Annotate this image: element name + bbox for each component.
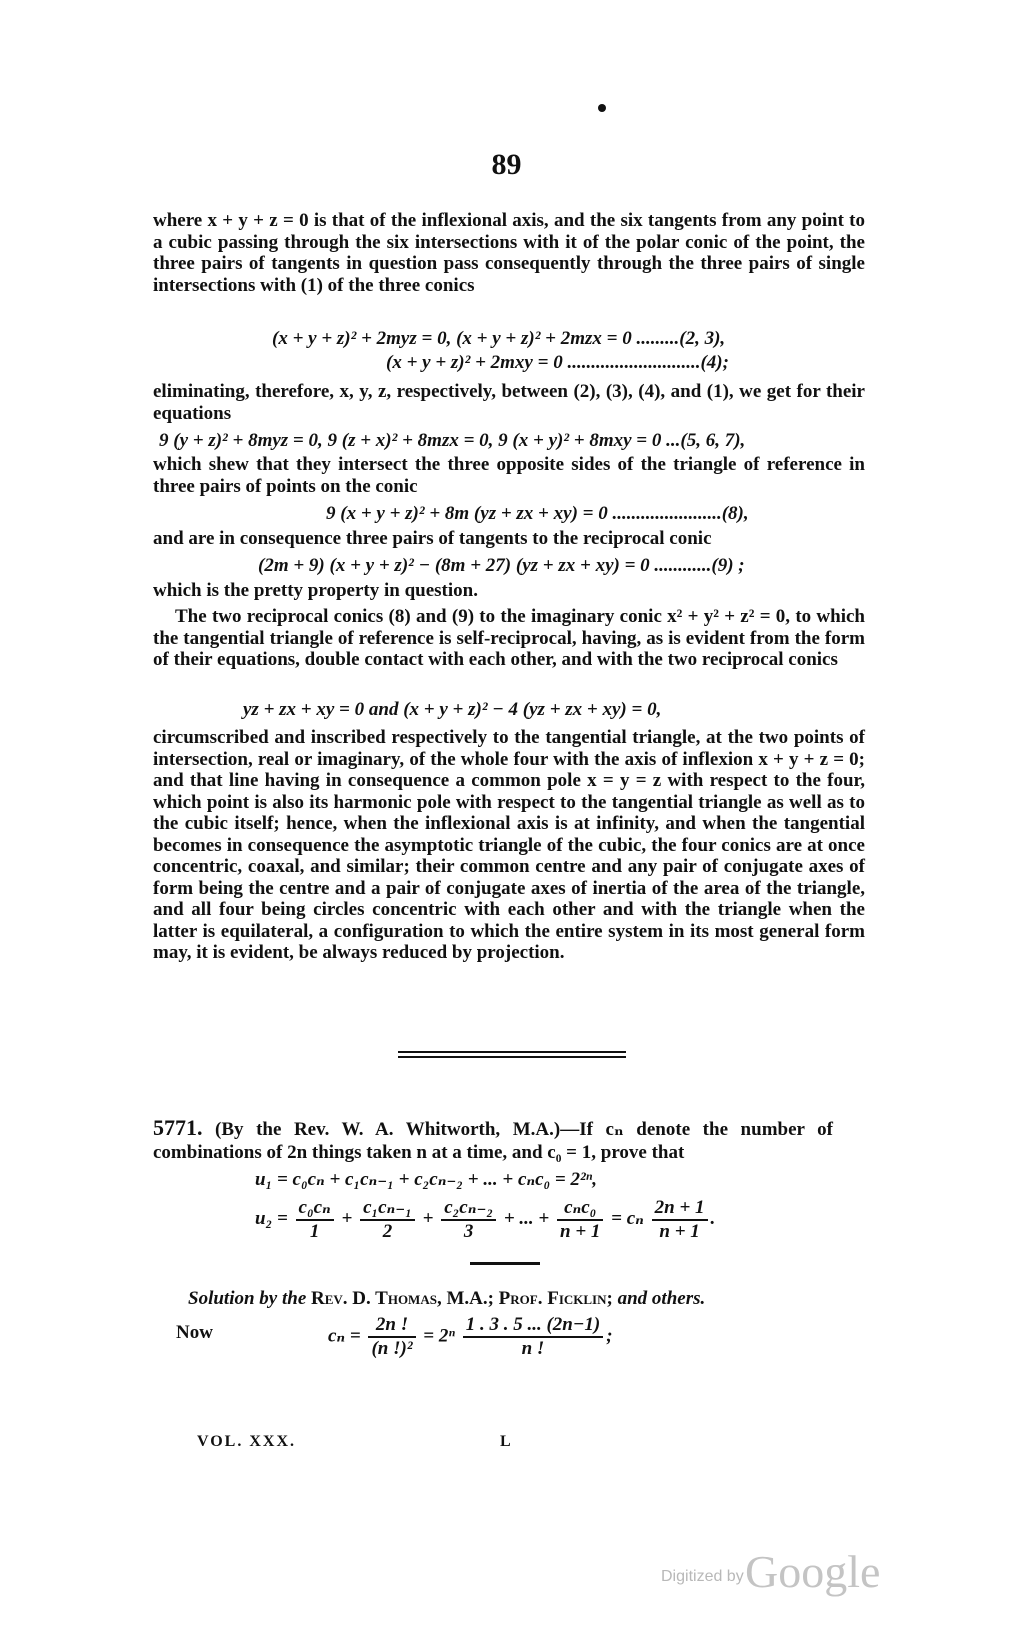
problem-statement	[153, 1116, 833, 1164]
solution-others: and others.	[617, 1288, 706, 1309]
u2-lhs: u₂ =	[255, 1207, 288, 1229]
cn-middle: = 2ⁿ	[423, 1325, 455, 1347]
volume-label: VOL. XXX.	[197, 1433, 297, 1450]
u2-term-last: $\frac{\text{cₙc₀}}{n + 1}$	[557, 1196, 603, 1243]
equation-4: (x + y + z)² + 2mxy = 0 ............................(4);	[386, 352, 729, 373]
problem-author: (By the Rev. W. A. Whitworth, M.A.)	[215, 1119, 561, 1140]
page-number: 89	[491, 148, 522, 181]
paragraph-3: which shew that they intersect the three opposite sides of the triangle of reference in three pairs of points on the conic	[153, 454, 865, 497]
solution-now: Now	[176, 1322, 213, 1343]
cn-lhs: cₙ =	[328, 1325, 361, 1347]
signature-mark: L	[500, 1433, 513, 1450]
u2-dots: + ... +	[503, 1207, 550, 1229]
cn-end: ;	[606, 1325, 613, 1347]
equation-8: 9 (x + y + z)² + 8m (yz + zx + xy) = 0 .......................(8),	[326, 503, 749, 524]
paragraph-4: and are in consequence three pairs of tangents to the reciprocal conic	[153, 528, 712, 549]
paragraph-7: circumscribed and inscribed respectively to the tangential triangle, at the two points of intersection, real or imaginary, of the whole four with the axis of inflexion x + y + z = 0; and that line having in consequence a common pole x = y = z with respect to the four, which point is also its harmonic pole with respect to the tangential triangle as well as to the cubic itself; hence, when the inflexional axis is at infinity, and when the tangential becomes in consequence the asymptotic triangle of the cubic, the four conics are at once concentric, coaxal, and similar; their common centre and any pair of conjugate axes of form being the centre and a pair of conjugate axes of inertia of the area of the triangle, and all four being circles concentric with each other and with the triangle when the latter is equilateral, a configuration to which the entire system in its most general form may, it is evident, be always reduced by projection.	[153, 727, 865, 963]
equation-u2: u₂ = $\frac{\text{c₀cₙ}}{1}$ + $\frac{\text{c₁cₙ₋₁}}{2}$ + $\frac{\text{c₂cₙ₋₂}}{3}$ + ... + $\frac{\text{cₙc₀}}{n + 1}$ = cₙ $\frac{2n + 1}{n + 1}$ .	[255, 1196, 716, 1242]
solution-names: Rev. D. Thomas, M.A.; Prof. Ficklin;	[311, 1288, 613, 1309]
section-divider-bottom	[398, 1056, 626, 1058]
problem-text: —If cₙ denote the number of combinations of 2n things taken n at a time, and c₀ = 1, prove that	[153, 1119, 833, 1163]
short-rule	[470, 1262, 540, 1265]
equation-5-6-7: 9 (y + z)² + 8myz = 0, 9 (z + x)² + 8mzx = 0, 9 (x + y)² + 8mxy = 0 ...(5, 6, 7),	[159, 430, 746, 451]
u2-term-1: $\frac{\text{c₀cₙ}}{1}$	[296, 1196, 334, 1243]
solution-by: Solution by the	[188, 1288, 307, 1309]
equation-9: (2m + 9) (x + y + z)² − (8m + 27) (yz + zx + xy) = 0 ............(9) ;	[258, 555, 745, 576]
equation-cn	[328, 1314, 613, 1360]
u2-term-2: $\frac{\text{c₁cₙ₋₁}}{2}$	[360, 1196, 415, 1243]
u2-rhs-fraction: $\frac{2n + 1}{n + 1}$	[652, 1197, 708, 1243]
cn-fraction-1: $\frac{2n !}{\text{(n !)²}}$	[368, 1314, 415, 1360]
equation-10: yz + zx + xy = 0 and (x + y + z)² − 4 (yz + zx + xy) = 0,	[243, 699, 662, 720]
ink-dot	[598, 104, 606, 112]
paragraph-5: which is the pretty property in question.	[153, 580, 478, 601]
paragraph-6: The two reciprocal conics (8) and (9) to the imaginary conic x² + y² + z² = 0, to which the tangential triangle of reference is self-reciprocal, having, as is evident from the form of their equations, double contact with each other, and with the two reciprocal conics	[153, 606, 865, 670]
equation-2-3: (x + y + z)² + 2myz = 0, (x + y + z)² + 2mzx = 0 .........(2, 3),	[272, 328, 726, 349]
cn-fraction-2: $\frac{1 . 3 . 5 ... (2n-1)}{n !}$	[463, 1314, 603, 1360]
watermark-digitized: Digitized by	[661, 1568, 744, 1585]
solution-credit	[188, 1288, 705, 1310]
u2-term-3: $\frac{\text{c₂cₙ₋₂}}{3}$	[441, 1196, 496, 1243]
paragraph-2: eliminating, therefore, x, y, z, respectively, between (2), (3), (4), and (1), we get for their equations	[153, 381, 865, 424]
watermark-google-logo: Google	[745, 1546, 881, 1597]
equation-u1: u₁ = c₀cₙ + c₁cₙ₋₁ + c₂cₙ₋₂ + ... + cₙc₀ = 2²ⁿ,	[255, 1169, 598, 1190]
u2-rhs-coef: = cₙ	[611, 1207, 644, 1229]
section-divider-top	[398, 1051, 626, 1053]
paragraph-1: where x + y + z = 0 is that of the inflexional axis, and the six tangents from any point to a cubic passing through the six intersections with it of the polar conic of the point, the three pairs of tangents in question pass consequently through the three pairs of single intersections with (1) of the three conics	[153, 210, 865, 296]
problem-number: 5771.	[153, 1115, 203, 1140]
